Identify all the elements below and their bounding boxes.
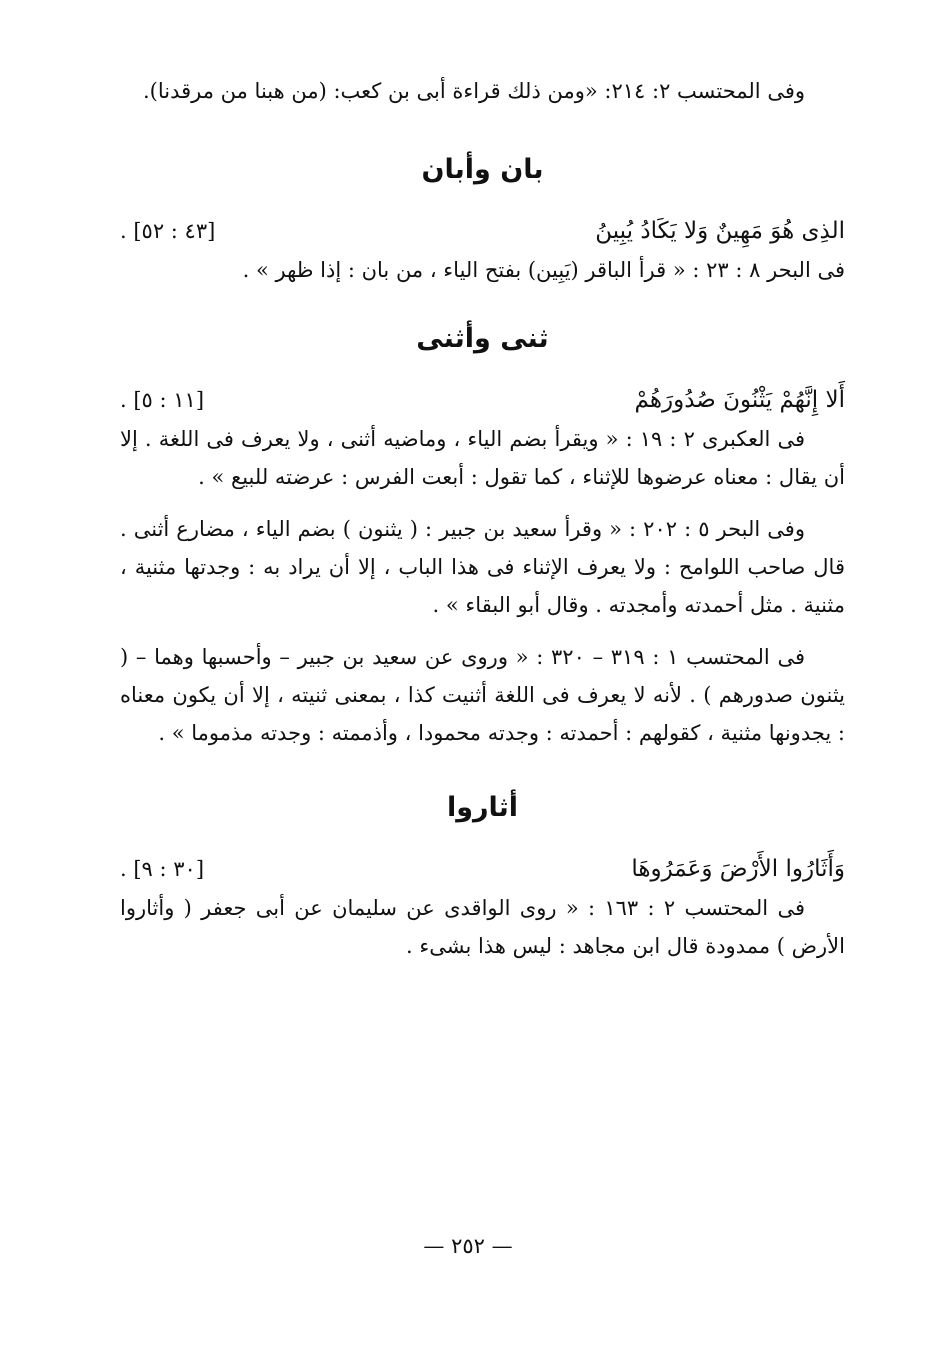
section-heading: ثنى وأثنى	[416, 323, 549, 354]
verse-reference: [١١ : ٥] .	[120, 388, 205, 412]
page-body	[120, 72, 845, 965]
verse-reference: [٣٠ : ٩] .	[120, 857, 205, 881]
section-atharu	[120, 792, 845, 965]
verse-row	[120, 380, 845, 420]
commentary-paragraph: فى المحتسب ١ : ٣١٩ – ٣٢٠ : « وروى عن سعيد بن جبير – وأحسبها وهما – ( يثنون صدورهم ) . لأنه لا يعرف فى اللغة أثنيت كذا ، بمعنى ثنيته ، إلا أن يكون معناه : يجدونها مثنية ، كقولهم : أحمدته : وجدته محمودا ، وأذممته : وجدته مذموما » .	[120, 645, 845, 745]
quran-verse: الذِى هُوَ مَهِينٌ وَلا يَكَادُ يُبِينُ	[595, 218, 845, 244]
verse-row	[120, 849, 845, 889]
intro-paragraph: وفى المحتسب ٢: ٢١٤: «ومن ذلك قراءة أبى بن كعب: (من هبنا من مرقدنا).	[142, 79, 805, 103]
page-number: — ٢٥٢ —	[423, 1234, 513, 1258]
section-thana	[120, 323, 845, 752]
commentary-paragraph: وفى البحر ٥ : ٢٠٢ : « وقرأ سعيد بن جبير : ( يثنون ) بضم الياء ، مضارع أثنى . قال صاحب اللوامح : ولا يعرف الإثناء فى هذا الباب ، إلا أن يراد به : وجدتها مثنية ، مثنية . مثل أحمدته وأمجدته . وقال أبو البقاء » .	[120, 517, 845, 617]
verse-reference: [٤٣ : ٥٢] .	[120, 219, 216, 243]
commentary-paragraph: فى العكبرى ٢ : ١٩ : « ويقرأ بضم الياء ، وماضيه أثنى ، ولا يعرف فى اللغة . إلا أن يقال : معناه عرضوها للإثناء ، كما تقول : أبعت الفرس : عرضته للبيع » .	[120, 427, 845, 489]
verse-row	[120, 211, 845, 251]
commentary-paragraph: فى البحر ٨ : ٢٣ : « قرأ الباقر (يَبِين) بفتح الياء ، من بان : إذا ظهر » .	[242, 258, 845, 282]
section-heading: بان وأبان	[421, 154, 544, 185]
commentary-paragraph: فى المحتسب ٢ : ١٦٣ : « روى الواقدى عن سليمان عن أبى جعفر ( وأثاروا الأرض ) ممدودة قال ابن مجاهد : ليس هذا بشىء .	[120, 896, 845, 958]
quran-verse: وَأَثَارُوا الأَرْضَ وَعَمَرُوهَا	[631, 856, 845, 882]
section-heading: أثاروا	[446, 792, 519, 823]
quran-verse: أَلا إِنَّهُمْ يَثْنُونَ صُدُورَهُمْ	[634, 387, 845, 413]
section-ban	[120, 154, 845, 289]
